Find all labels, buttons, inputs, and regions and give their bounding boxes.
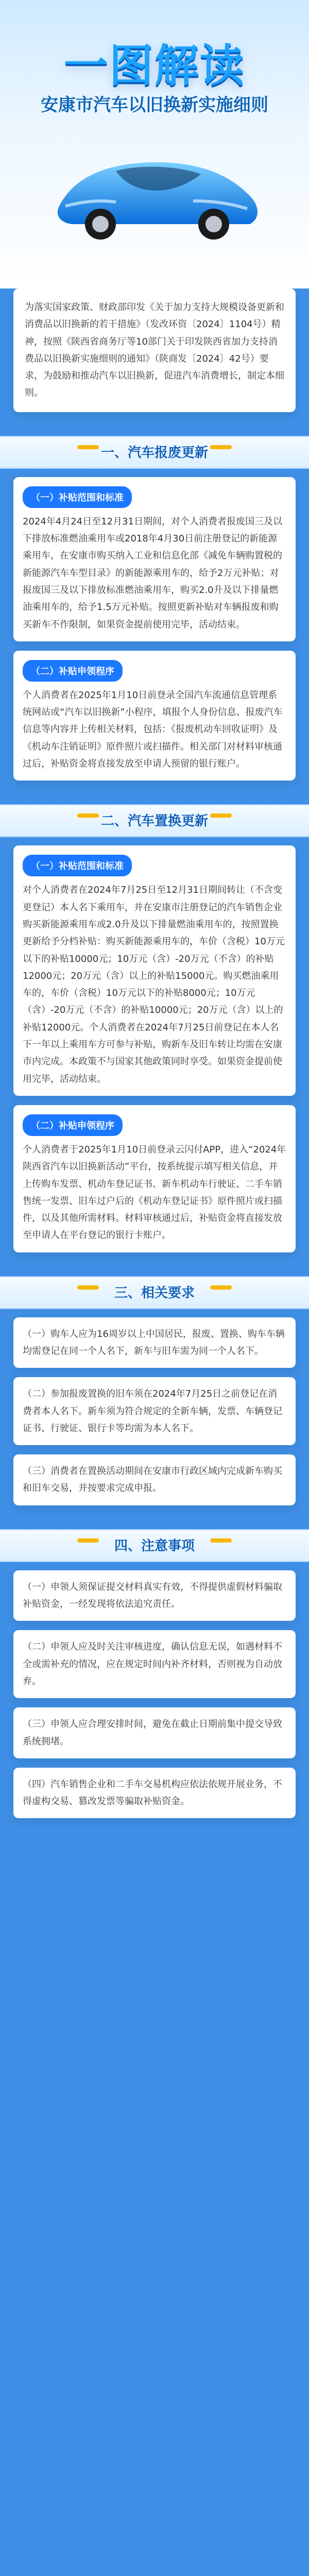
page-subtitle: 安康市汽车以旧换新实施细则	[41, 95, 268, 115]
notice-card	[13, 1768, 296, 1819]
section-title: 二、汽车置换更新	[100, 814, 208, 829]
notice-text: （四）汽车销售企业和二手车交易机构应依法依规开展业务，不得虚构交易、篡改发票等骗取补贴资金。	[23, 1778, 282, 1807]
notice-card	[13, 1707, 296, 1758]
subsection-text: 个人消费者在2025年1月10日前登录全国汽车流通信息管理系统网站或“汽车以旧换新”小程序，填报个人身份信息、报废汽车信息等内容并上传相关材料，包括：《报废机动车回收证明》及《机动车注销证明》原件照片或扫描件。相关部门对材料审核通过后，补贴资金将直接发放至申请人预留的银行账户。	[23, 689, 283, 770]
section-banner	[0, 430, 309, 468]
requirement-card	[13, 1317, 296, 1368]
section-title: 四、注意事项	[114, 1538, 195, 1554]
intro-card	[13, 289, 296, 412]
content-card	[13, 1105, 296, 1252]
intro-text: 为落实国家政策、财政部印发《关于加力支持大规模设备更新和消费品以旧换新的若干措施》（发改环资〔2024〕1104号）精神，按照《陕西省商务厅等10部门关于印发陕西省加力支持消费品以旧换新实施细则的通知》（陕商发〔2024〕42号）要求，为鼓励和推动汽车以旧换新，促进汽车消费增长，制定本细则。	[25, 302, 284, 399]
requirement-text: （二）参加报废置换的旧车须在2024年7月25日之前登记在消费者本人名下。新车须为符合规定的全新车辆，发票、车辆登记证书、行驶证、银行卡等均需为本人名下。	[23, 1388, 282, 1434]
car-illustration	[39, 134, 270, 247]
notice-text: （一）申领人须保证提交材料真实有效，不得提供虚假材料骗取补贴资金，一经发现将依法追究责任。	[23, 1581, 282, 1610]
requirement-text: （三）消费者在置换活动期间在安康市行政区域内完成新车购买和旧车交易，并按要求完成申报。	[23, 1466, 282, 1494]
section-banner	[0, 1523, 309, 1561]
subsection-title: （一）补贴范围和标准	[23, 855, 132, 876]
subsection-title: （二）补贴申领程序	[23, 1114, 123, 1136]
section-banner	[0, 798, 309, 836]
page-title: 一图解读	[64, 40, 245, 92]
notice-card	[13, 1630, 296, 1698]
subsection-title: （一）补贴范围和标准	[23, 486, 132, 508]
content-card	[13, 845, 296, 1096]
section-title: 一、汽车报废更新	[100, 445, 208, 461]
notice-text: （二）申领人应及时关注审核进度，确认信息无误，如遇材料不全或需补充的情况，应在规定时间内补齐材料，否则视为自动放弃。	[23, 1641, 282, 1687]
hero-header	[0, 0, 309, 289]
subsection-text: 对个人消费者在2024年7月25日至12月31日期间转让（不含变更登记）本人名下乘用车，并在安康市注册登记的汽车销售企业购买新能源乘用车或2.0升及以下排量燃油乘用车的，按照置换更新给予分档补贴：购买新能源乘用车的，车价（含税）10万元以下的补贴10000元；10万元（含）-20万元（不含）的补贴12000元；20万元（含）以上的补贴15000元。购买燃油乘用车的，车价（含税）10万元以下的补贴8000元；10万元（含）-20万元（不含）的补贴10000元；20万元（含）以上的补贴12000元。个人消费者在2024年7月25日前登记在本人名下一年以上乘用车方可参与补贴，购新车及旧车转让均需在安康市内完成。本政策不与国家其他政策同时享受。如果资金提前使用完毕，活动结束。	[23, 885, 285, 1084]
requirement-card	[13, 1454, 296, 1505]
subsection-title: （二）补贴申领程序	[23, 660, 123, 682]
notice-card	[13, 1570, 296, 1621]
section-title: 三、相关要求	[114, 1285, 195, 1301]
subsection-text: 个人消费者于2025年1月10日前登录云闪付APP，进入“2024年陕西省汽车以旧换新活动”平台，按系统提示填写相关信息，并上传购车发票、机动车登记证书、新车机动车行驶证、二手车销售统一发票、旧车过户后的《机动车登记证书》原件照片或扫描件，以及其他所需材料。材料审核通过后，补贴资金将直接发放至申请人在平台登记的银行卡账户。	[23, 1144, 286, 1241]
content-card	[13, 477, 296, 641]
requirement-text: （一）购车人应为16周岁以上中国居民，报废、置换、购车车辆均需登记在同一个人名下，新车与旧车需为同一个人名下。	[23, 1328, 285, 1357]
section-banner	[0, 1270, 309, 1308]
subsection-text: 2024年4月24日至12月31日期间，对个人消费者报废国三及以下排放标准燃油乘用车或2018年4月30日前注册登记的新能源乘用车，在安康市购买纳入工业和信息化部《减免车辆购置税的新能源汽车车型目录》的新能源乘用车的，给予2万元补贴；对报废国三及以下排放标准燃油乘用车，购买2.0升及以下排量燃油乘用车的，给予1.5万元补贴。按照更新补贴对车辆报废和购买新车不作限制，如果资金提前使用完毕，活动结束。	[23, 516, 282, 630]
requirement-card	[13, 1377, 296, 1445]
notice-text: （三）申领人应合理安排时间，避免在截止日期前集中提交导致系统拥堵。	[23, 1719, 282, 1747]
content-card	[13, 651, 296, 781]
